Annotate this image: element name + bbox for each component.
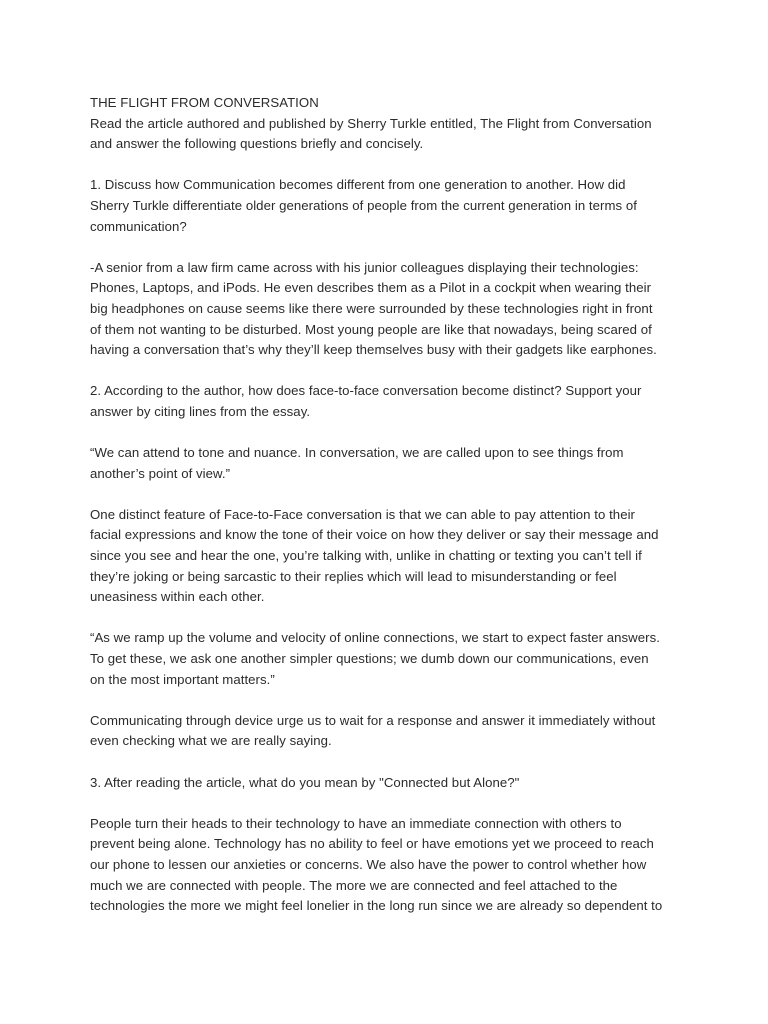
document-header (90, 93, 690, 155)
text-line: prevent being alone. Technology has no ability to feel or have emotions yet we proceed to reach (90, 836, 654, 852)
quote-2 (90, 628, 690, 690)
text-line: 1. Discuss how Communication becomes different from one generation to another. How did (90, 177, 626, 193)
text-line: our phone to lessen our anxieties or concerns. We also have the power to control whether how (90, 856, 647, 872)
document-title: THE FLIGHT FROM CONVERSATION (90, 95, 319, 110)
text-line: they’re joking or being sarcastic to their replies which will lead to misunderstanding or feel (90, 568, 617, 584)
text-line: To get these, we ask one another simpler questions; we dumb down our communications, even (90, 651, 649, 667)
text-line: big headphones on cause seems like there were surrounded by these technologies right in front (90, 300, 653, 316)
text-line: of them not wanting to be disturbed. Most young people are like that nowadays, being scared of (90, 321, 652, 337)
text-line: 2. According to the author, how does face-to-face conversation become distinct? Support your (90, 383, 642, 399)
text-line: uneasiness within each other. (90, 589, 265, 605)
text-line: another’s point of view.” (90, 465, 231, 481)
text-line: having a conversation that’s why they’ll keep themselves busy with their gadgets like earphones. (90, 342, 657, 358)
intro-line: Read the article authored and published by Sherry Turkle entitled, The Flight from Conversation (90, 115, 652, 131)
text-line: technologies the more we might feel lonelier in the long run since we are already so dependent to (90, 898, 663, 914)
text-line: One distinct feature of Face-to-Face conversation is that we can able to pay attention to their (90, 506, 635, 522)
question-2 (90, 381, 690, 422)
quote-1 (90, 443, 690, 484)
question-3 (90, 773, 690, 794)
text-line: “As we ramp up the volume and velocity of online connections, we start to expect faster answers. (90, 630, 660, 646)
text-line: “We can attend to tone and nuance. In conversation, we are called upon to see things from (90, 445, 624, 461)
text-line: communication? (90, 218, 187, 234)
text-line: -A senior from a law firm came across with his junior colleagues displaying their technologies: (90, 259, 639, 275)
text-line: Communicating through device urge us to wait for a response and answer it immediately without (90, 712, 656, 728)
text-line: Sherry Turkle differentiate older generations of people from the current generation in terms of (90, 197, 637, 213)
document-body (90, 93, 690, 937)
text-line: facial expressions and know the tone of their voice on how they deliver or say their message and (90, 527, 659, 543)
intro-line: and answer the following questions briefly and concisely. (90, 136, 424, 152)
answer-2a (90, 505, 690, 608)
text-line: 3. After reading the article, what do you mean by "Connected but Alone?" (90, 774, 520, 790)
question-1 (90, 175, 690, 237)
text-line: since you see and hear the one, you’re talking with, unlike in chatting or texting you can’t tell if (90, 548, 642, 564)
text-line: answer by citing lines from the essay. (90, 403, 311, 419)
text-line: much we are connected with people. The more we are connected and feel attached to the (90, 877, 618, 893)
text-line: even checking what we are really saying. (90, 733, 332, 749)
answer-1 (90, 258, 690, 361)
text-line: People turn their heads to their technology to have an immediate connection with others to (90, 815, 622, 831)
answer-3 (90, 814, 690, 917)
text-line: Phones, Laptops, and iPods. He even describes them as a Pilot in a cockpit when wearing their (90, 280, 652, 296)
answer-2b (90, 711, 690, 752)
text-line: on the most important matters.” (90, 671, 275, 687)
